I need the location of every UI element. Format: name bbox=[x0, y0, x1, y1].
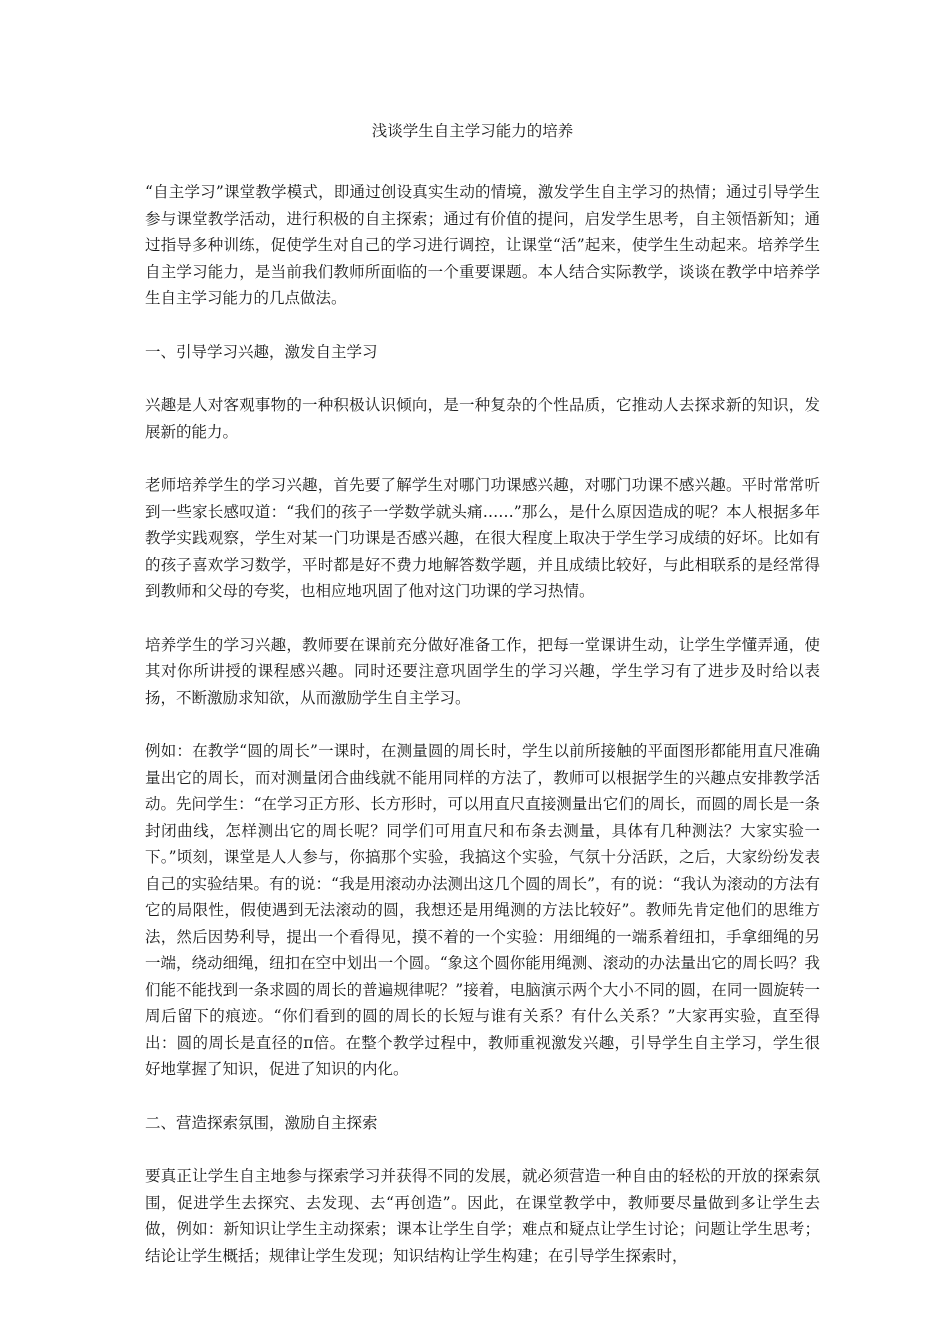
paragraph-teacher-interest: 老师培养学生的学习兴趣，首先要了解学生对哪门功课感兴趣，对哪门功课不感兴趣。平时常常听到一些家长感叹道：“我们的孩子一学数学就头痛……”那么，是什么原因造成的呢？本人根据多年教学实践观察，学生对某一门功课是否感兴趣，在很大程度上取决于学生学习成绩的好坏。比如有的孩子喜欢学习数学，平时都是好不费力地解答数学题，并且成绩比较好，与此相联系的是经常得到教师和父母的夸奖，也相应地巩固了他对这门功课的学习热情。 bbox=[145, 476, 820, 600]
paragraph-interest-definition: 兴趣是人对客观事物的一种积极认识倾向，是一种复杂的个性品质，它推动人去探求新的知识，发展新的能力。 bbox=[145, 396, 820, 441]
section-heading-2: 二、营造探索氛围，激励自主探索 bbox=[145, 1113, 378, 1132]
section-heading-1: 一、引导学习兴趣，激发自主学习 bbox=[145, 342, 378, 361]
document-content bbox=[145, 118, 820, 1296]
paragraph-exploration: 要真正让学生自主地参与探索学习并获得不同的发展，就必须营造一种自由的轻松的开放的探索氛围，促进学生去探究、去发现、去“再创造”。因此，在课堂教学中，教师要尽量做到多让学生去做，例如：新知识让学生主动探索；课本让学生自学；难点和疑点让学生讨论；问题让学生思考；结论让学生概括；规律让学生发现；知识结构让学生构建；在引导学生探索时， bbox=[145, 1167, 820, 1265]
paragraph-cultivate-interest: 培养学生的学习兴趣，教师要在课前充分做好准备工作，把每一堂课讲生动，让学生学懂弄通，使其对你所讲授的课程感兴趣。同时还要注意巩固学生的学习兴趣，学生学习有了进步及时给以表扬，不断激励求知欲，从而激励学生自主学习。 bbox=[145, 635, 820, 707]
paragraph-intro: “自主学习”课堂教学模式，即通过创设真实生动的情境，激发学生自主学习的热情；通过引导学生参与课堂教学活动，进行积极的自主探索；通过有价值的提问，启发学生思考，自主领悟新知；通过指导多种训练，促使学生对自己的学习进行调控，让课堂“活”起来，使学生生动起来。培养学生自主学习能力，是当前我们教师所面临的一个重要课题。本人结合实际教学，谈谈在教学中培养学生自主学习能力的几点做法。 bbox=[145, 183, 820, 307]
document-title: 浅谈学生自主学习能力的培养 bbox=[371, 122, 574, 140]
paragraph-circle-example: 例如：在教学“圆的周长”一课时，在测量圆的周长时，学生以前所接触的平面图形都能用直尺准确量出它的周长，而对测量闭合曲线就不能用同样的方法了，教师可以根据学生的兴趣点安排教学活动。先问学生：“在学习正方形、长方形时，可以用直尺直接测量出它们的周长，而圆的周长是一条封闭曲线，怎样测出它的周长呢？同学们可用直尺和布条去测量，具体有几种测法？大家实验一下。”顷刻，课堂是人人参与，你搞那个实验，我搞这个实验，气氛十分活跃，之后，大家纷纷发表自己的实验结果。有的说：“我是用滚动办法测出这几个圆的周长”，有的说：“我认为滚动的方法有它的局限性，假使遇到无法滚动的圆，我想还是用绳测的方法比较好”。教师先肯定他们的思维方法，然后因势利导，提出一个看得见，摸不着的一个实验：用细绳的一端系着纽扣，手拿细绳的另一端，绕动细绳，纽扣在空中划出一个圆。“象这个圆你能用绳测、滚动的办法量出它的周长吗？我们能不能找到一条求圆的周长的普遍规律呢？”接着，电脑演示两个大小不同的圆，在同一圆旋转一周后留下的痕迹。“你们看到的圆的周长的长短与谁有关系？有什么关系？”大家再实验，直至得出：圆的周长是直径的π倍。在整个教学过程中，教师重视激发兴趣，引导学生自主学习，学生很好地掌握了知识，促进了知识的内化。 bbox=[145, 742, 820, 1078]
